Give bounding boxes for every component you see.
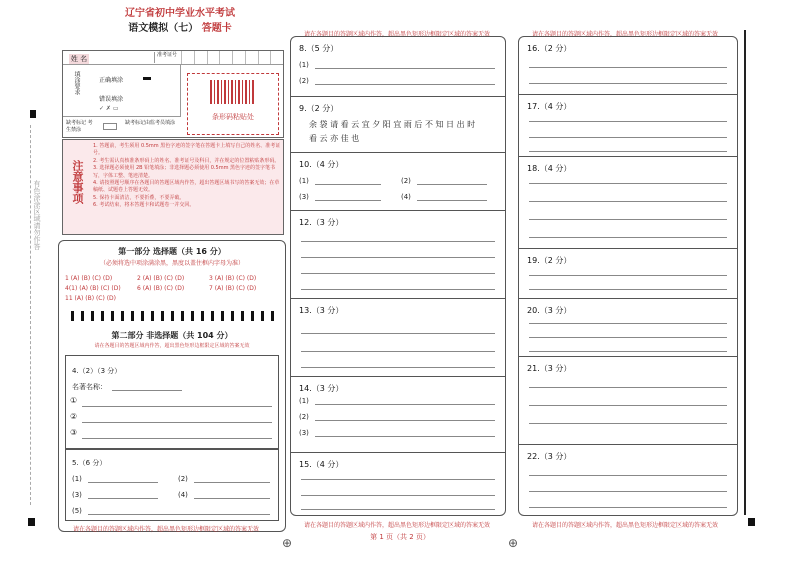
wrong-samples: ✓ ✗ ▭ bbox=[99, 105, 119, 112]
q21-box bbox=[519, 357, 737, 445]
q15-label: 15.（4 分） bbox=[299, 460, 344, 469]
fill-section bbox=[63, 65, 181, 117]
q13-box bbox=[291, 299, 505, 377]
choice-row-item[interactable]: 4(1) (A) (B) (C) (D) bbox=[65, 285, 121, 292]
top-banner: 请在各题目的答题区域内作答，超出黑色矩形边框限定区域的答案无效 bbox=[532, 31, 719, 38]
absent-box[interactable] bbox=[103, 123, 117, 130]
q18-label: 18.（4 分） bbox=[527, 164, 572, 173]
col3-panel bbox=[518, 36, 738, 516]
q14-item: (2) bbox=[299, 413, 309, 421]
q10-item: (1) bbox=[299, 177, 309, 185]
absent-section bbox=[63, 117, 181, 138]
part1-title: 第一部分 选择题（共 16 分） bbox=[118, 247, 226, 256]
col2-panel bbox=[290, 36, 506, 516]
bottom-banner: 请在各题目的答题区域内作答，超出黑色矩形边框限定区域的答案无效 bbox=[304, 522, 491, 529]
q12-label: 12.（3 分） bbox=[299, 218, 344, 227]
absent-label: 缺考标记 考生禁涂 bbox=[66, 120, 93, 133]
note-item: 3. 选择题必须使用 2B 铅笔填涂；非选择题必须使用 0.5mm 黑色字迹的签字笔书写，字体工整、笔迹清楚。 bbox=[93, 165, 276, 179]
answer-line[interactable] bbox=[529, 151, 727, 152]
part1-note: （必须将选中项涂满涂黑，黑度以盖住框内字母为准） bbox=[99, 260, 244, 267]
choice-row-item[interactable]: 2 (A) (B) (C) (D) bbox=[137, 275, 185, 282]
q21-label: 21.（3 分） bbox=[527, 364, 572, 373]
answer-line[interactable] bbox=[315, 436, 495, 437]
answer-line[interactable] bbox=[315, 84, 495, 85]
side-text: 有色涂涂区域请勿作答 bbox=[33, 180, 41, 250]
registration-mark-icon: ⊕ bbox=[282, 536, 293, 550]
q4-item: ① bbox=[70, 396, 78, 405]
note-item: 4. 请按照题号顺序在各题目的答题区域内作答，超出答题区域书写的答案无效；在草稿纸、试题卷上答题无效。 bbox=[93, 180, 280, 194]
answer-line[interactable] bbox=[529, 289, 727, 290]
q15-box bbox=[291, 453, 505, 515]
choice-row-item[interactable]: 1 (A) (B) (C) (D) bbox=[65, 275, 113, 282]
answer-line[interactable] bbox=[417, 200, 487, 201]
choice-grid bbox=[65, 274, 281, 304]
choice-row-item[interactable]: 6 (A) (B) (C) (D) bbox=[137, 285, 185, 292]
q10-item: (4) bbox=[401, 193, 411, 201]
answer-line[interactable] bbox=[194, 482, 270, 483]
wrong-label: 错误填涂 bbox=[99, 96, 124, 103]
q4-box bbox=[65, 355, 279, 449]
answer-line[interactable] bbox=[82, 406, 272, 407]
answer-line[interactable] bbox=[301, 257, 495, 258]
q16-box bbox=[519, 37, 737, 95]
note-item: 5. 保持卡面清洁，不要折叠，不要弄破。 bbox=[93, 194, 185, 201]
subtitle-tag: 答题卡 bbox=[201, 23, 232, 34]
q5-item: (4) bbox=[178, 491, 188, 499]
ticket-field[interactable] bbox=[181, 51, 283, 64]
q4-item: ③ bbox=[70, 428, 78, 437]
q9-box bbox=[291, 97, 505, 153]
answer-line[interactable] bbox=[301, 351, 495, 352]
q5-item: (3) bbox=[72, 491, 82, 499]
answer-line[interactable] bbox=[529, 275, 727, 276]
q12-box bbox=[291, 211, 505, 299]
answer-line[interactable] bbox=[82, 422, 272, 423]
answer-line[interactable] bbox=[529, 423, 727, 424]
answer-line[interactable] bbox=[112, 390, 182, 391]
q17-box bbox=[519, 95, 737, 157]
q5-item: (2) bbox=[178, 475, 188, 483]
answer-line[interactable] bbox=[529, 337, 727, 338]
alignment-mark bbox=[28, 518, 35, 526]
name-label: 姓 名 bbox=[70, 55, 88, 63]
q16-label: 16.（2 分） bbox=[527, 44, 572, 53]
q5-item: (5) bbox=[72, 507, 82, 515]
page-footer: 第 1 页（共 2 页） bbox=[370, 533, 430, 541]
answer-line[interactable] bbox=[529, 351, 727, 352]
q8-item: (1) bbox=[299, 61, 309, 69]
answer-line[interactable] bbox=[301, 367, 495, 368]
answer-line[interactable] bbox=[529, 121, 727, 122]
answer-line[interactable] bbox=[301, 241, 495, 242]
notes-title: 注意事项 bbox=[71, 160, 84, 204]
q8-label: 8.（5 分） bbox=[299, 44, 339, 53]
q14-label: 14.（3 分） bbox=[299, 384, 344, 393]
correct-label: 正确填涂 bbox=[99, 77, 124, 84]
q22-label: 22.（3 分） bbox=[527, 452, 572, 461]
q9-text: 看 云 亦 佳 也 bbox=[309, 134, 360, 143]
answer-line[interactable] bbox=[529, 405, 727, 406]
answer-line[interactable] bbox=[529, 183, 727, 184]
q4-book-label: 名著名称： bbox=[72, 383, 107, 391]
q18-box bbox=[519, 157, 737, 249]
answer-line[interactable] bbox=[529, 137, 727, 138]
answer-line[interactable] bbox=[529, 83, 727, 84]
answer-line[interactable] bbox=[82, 438, 272, 439]
answer-line[interactable] bbox=[301, 495, 495, 496]
q14-box bbox=[291, 377, 505, 453]
q10-label: 10.（4 分） bbox=[299, 160, 344, 169]
q14-item: (3) bbox=[299, 429, 309, 437]
right-border bbox=[744, 30, 746, 515]
q4-label: 4.（2）（3 分） bbox=[72, 367, 122, 375]
alignment-mark bbox=[30, 110, 36, 118]
header-title: 辽宁省初中学业水平考试 bbox=[125, 8, 235, 19]
answer-line[interactable] bbox=[301, 289, 495, 290]
q8-box bbox=[291, 37, 505, 97]
part2-note: 请在各题目的答题区域内作答，超出黑色矩形边框限定区域的答案无效 bbox=[94, 343, 250, 349]
choice-row-item[interactable]: 7 (A) (B) (C) (D) bbox=[209, 285, 257, 292]
bottom-banner: 请在各题目的答题区域内作答，超出黑色矩形边框限定区域的答案无效 bbox=[73, 526, 260, 533]
info-panel bbox=[62, 50, 284, 138]
choice-row-item[interactable]: 11 (A) (B) (C) (D) bbox=[65, 295, 117, 302]
part2-title: 第二部分 非选择题（共 104 分） bbox=[111, 331, 233, 340]
answer-line[interactable] bbox=[301, 273, 495, 274]
answer-line[interactable] bbox=[88, 514, 270, 515]
ticket-label: 准考证号 bbox=[157, 52, 178, 58]
side-boxes bbox=[30, 125, 42, 505]
name-row bbox=[63, 51, 283, 65]
note-item: 1. 答题前，考生须用 0.5mm 黑色字迹的签字笔在答题卡上填写自己的姓名、准考证号。 bbox=[93, 143, 281, 157]
q10-item: (3) bbox=[299, 193, 309, 201]
timing-marks bbox=[71, 311, 277, 321]
subtitle-main: 语文模拟（七） bbox=[128, 23, 199, 34]
q19-box bbox=[519, 249, 737, 299]
part1-panel bbox=[58, 240, 286, 532]
answer-line[interactable] bbox=[529, 237, 727, 238]
bottom-banner: 请在各题目的答题区域内作答，超出黑色矩形边框限定区域的答案无效 bbox=[532, 522, 719, 529]
answer-line[interactable] bbox=[529, 507, 727, 508]
name-field[interactable] bbox=[93, 52, 155, 63]
q13-label: 13.（3 分） bbox=[299, 306, 344, 315]
answer-line[interactable] bbox=[529, 219, 727, 220]
absent-note: 缺考标记由监考员填涂 bbox=[125, 120, 176, 126]
answer-line[interactable] bbox=[315, 184, 381, 185]
notes-panel bbox=[62, 139, 284, 235]
q20-box bbox=[519, 299, 737, 357]
q10-item: (2) bbox=[401, 177, 411, 185]
q5-box bbox=[65, 449, 279, 521]
answer-line[interactable] bbox=[194, 498, 270, 499]
registration-mark-icon: ⊕ bbox=[508, 536, 519, 550]
answer-line[interactable] bbox=[529, 475, 727, 476]
note-item: 6. 考试结束，将本答题卡和试题卷一并交回。 bbox=[93, 202, 195, 209]
q14-item: (1) bbox=[299, 397, 309, 405]
q19-label: 19.（2 分） bbox=[527, 256, 572, 265]
barcode-area[interactable] bbox=[187, 73, 279, 135]
note-item: 2. 考生需认真核准条形码上的姓名、准考证号及科目，并在规定的位置粘贴条形码。 bbox=[93, 157, 280, 164]
q9-text: 余 袋 请 看 云 宜 夕 阳 宜 雨 后 不 知 日 出 时 bbox=[309, 120, 476, 129]
q20-label: 20.（3 分） bbox=[527, 306, 572, 315]
alignment-mark bbox=[748, 518, 755, 526]
answer-line[interactable] bbox=[529, 387, 727, 388]
correct-sample bbox=[143, 77, 151, 80]
answer-line[interactable] bbox=[301, 333, 495, 334]
answer-line[interactable] bbox=[315, 68, 495, 69]
fill-label: 填涂要求 bbox=[73, 71, 80, 95]
choice-row-item[interactable]: 3 (A) (B) (C) (D) bbox=[209, 275, 257, 282]
q22-box bbox=[519, 445, 737, 515]
answer-line[interactable] bbox=[315, 200, 381, 201]
q17-label: 17.（4 分） bbox=[527, 102, 572, 111]
answer-line[interactable] bbox=[301, 509, 495, 510]
answer-line[interactable] bbox=[315, 420, 495, 421]
q5-label: 5.（6 分） bbox=[72, 459, 107, 467]
barcode-icon bbox=[210, 80, 256, 104]
q8-item: (2) bbox=[299, 77, 309, 85]
top-banner: 请在各题目的答题区域内作答，超出黑色矩形边框限定区域的答案无效 bbox=[304, 31, 491, 38]
answer-line[interactable] bbox=[301, 479, 495, 480]
answer-line[interactable] bbox=[529, 491, 727, 492]
answer-line[interactable] bbox=[529, 67, 727, 68]
answer-line[interactable] bbox=[88, 482, 158, 483]
barcode-label: 条形码粘贴处 bbox=[212, 113, 254, 121]
q4-item: ② bbox=[70, 412, 78, 421]
notes-list bbox=[93, 143, 281, 210]
answer-line[interactable] bbox=[529, 201, 727, 202]
header-subtitle bbox=[95, 19, 265, 34]
answer-line[interactable] bbox=[315, 404, 495, 405]
q10-box bbox=[291, 153, 505, 211]
answer-line[interactable] bbox=[88, 498, 158, 499]
q5-item: (1) bbox=[72, 475, 82, 483]
answer-line[interactable] bbox=[417, 184, 487, 185]
q9-label: 9.（2 分） bbox=[299, 104, 339, 113]
answer-line[interactable] bbox=[529, 323, 727, 324]
